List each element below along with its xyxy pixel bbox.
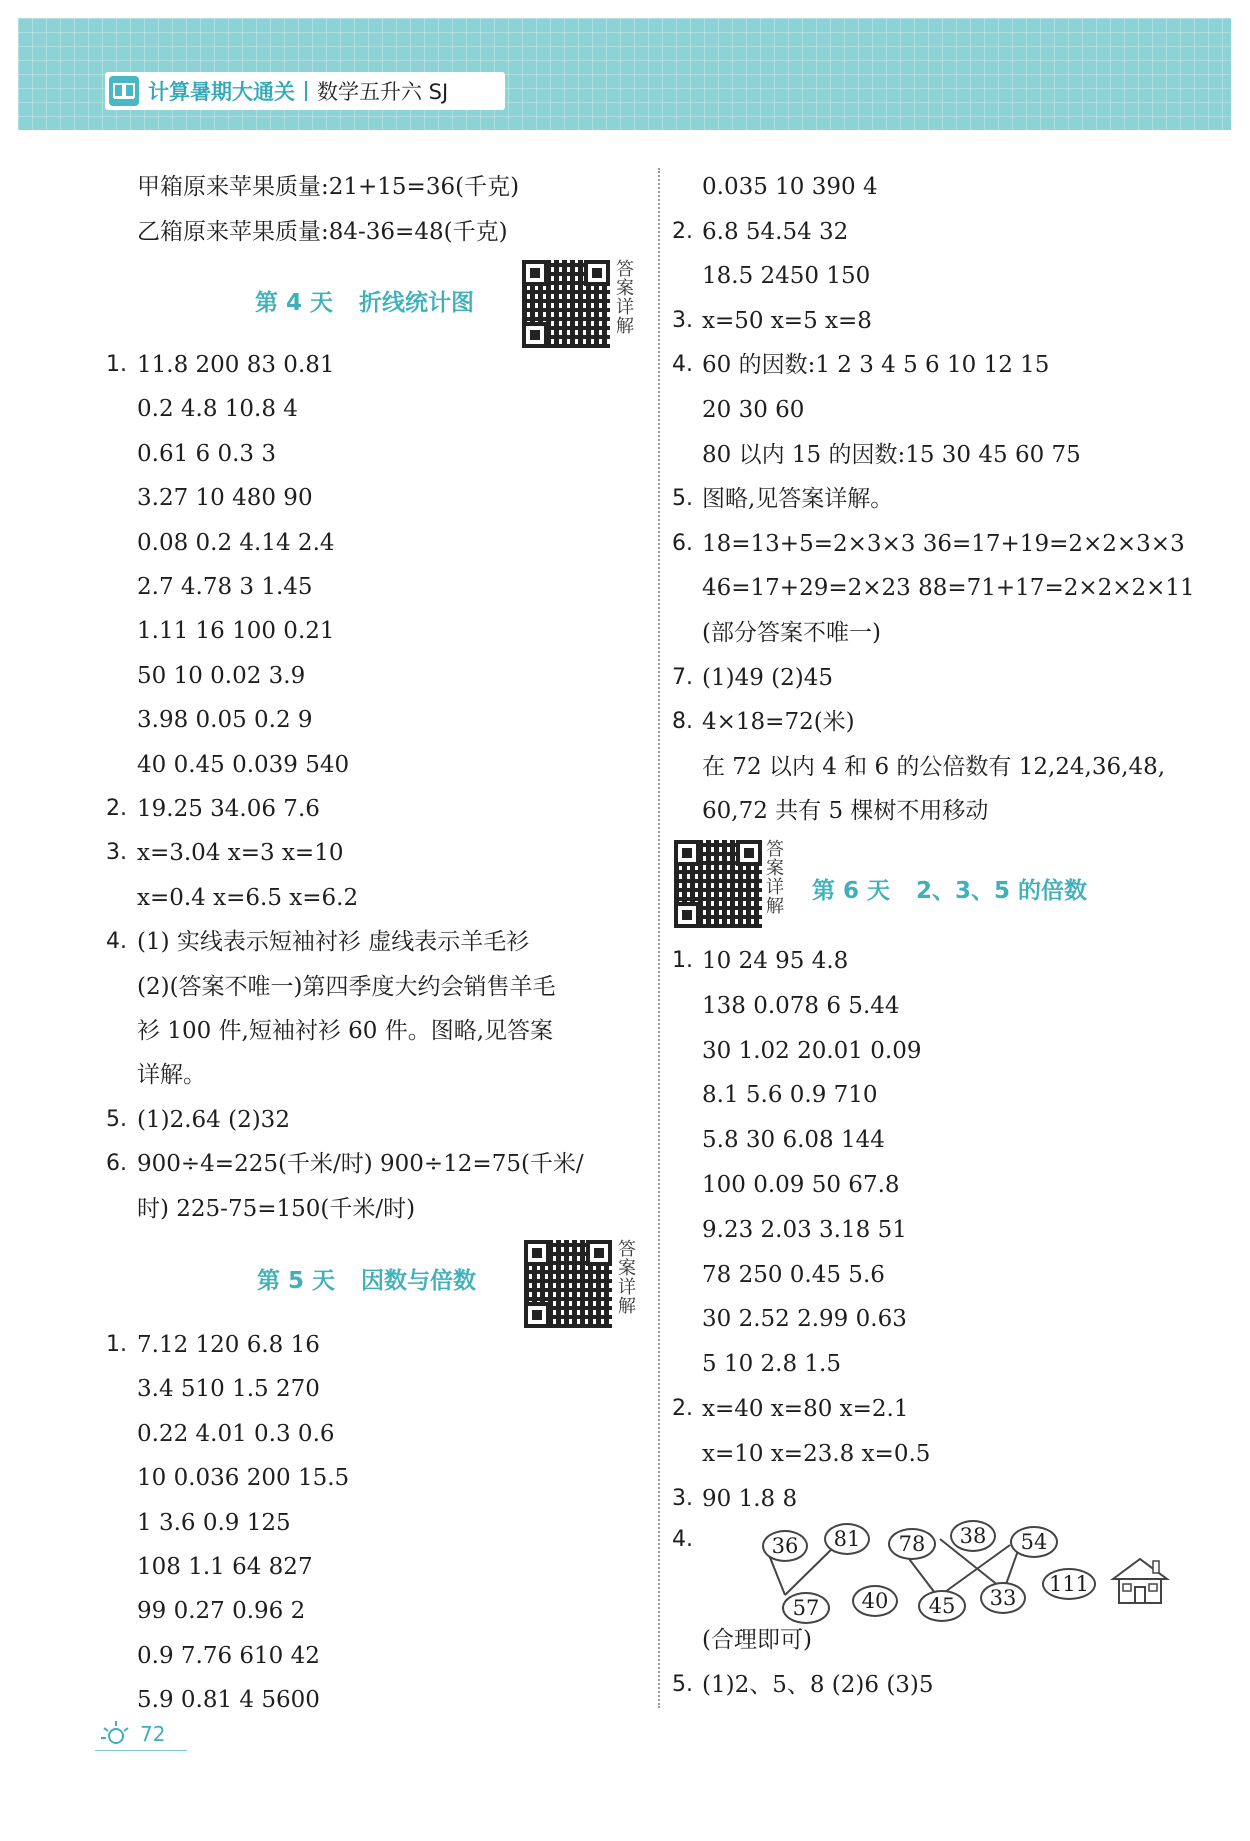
day5-cont-answer-line: (部分答案不唯一) bbox=[702, 620, 881, 646]
day6-answer-line: 10 24 95 4.8 bbox=[702, 948, 849, 974]
day5-answer-line: 108 1.1 64 827 bbox=[137, 1554, 313, 1580]
day6-q5-number: 5. bbox=[672, 1672, 693, 1697]
day5-cont-answer-line: 80 以内 15 的因数:15 30 45 60 75 bbox=[702, 441, 1081, 468]
day6-answer-line: 9.23 2.03 3.18 51 bbox=[702, 1216, 907, 1243]
day4-title bbox=[255, 284, 474, 317]
day5-cont-answer-line: 4×18=72(米) bbox=[702, 709, 855, 736]
tree-node-bottom: 33 bbox=[980, 1582, 1026, 1614]
day5-answer-line: 0.9 7.76 610 42 bbox=[137, 1642, 320, 1669]
qr-label-day5: 答案详解 bbox=[618, 1239, 636, 1317]
day4-answer-line: 1.11 16 100 0.21 bbox=[137, 618, 335, 645]
day4-answer-line: 0.08 0.2 4.14 2.4 bbox=[137, 529, 335, 556]
day4-question-number: 4. bbox=[106, 929, 127, 955]
day4-answer-line: x=3.04 x=3 x=10 bbox=[137, 840, 344, 867]
tree-node-top: 54 bbox=[1010, 1526, 1058, 1558]
day4-answer-line: 40 0.45 0.039 540 bbox=[137, 751, 350, 778]
day4-answer-line: 900÷4=225(千米/时) 900÷12=75(千米/ bbox=[137, 1151, 584, 1178]
day5-title-topic: 因数与倍数 bbox=[361, 1268, 477, 1294]
day6-title-day: 第 6 天 bbox=[812, 878, 891, 904]
day4-question-number: 1. bbox=[106, 352, 127, 377]
day6-answer-line: 8.1 5.6 0.9 710 bbox=[702, 1082, 878, 1109]
day5-cont-answer-line: 6.8 54.54 32 bbox=[702, 218, 849, 245]
day5-cont-question-number: 7. bbox=[672, 664, 693, 690]
day4-question-number: 2. bbox=[106, 796, 127, 821]
day5-cont-question-number: 8. bbox=[672, 709, 693, 735]
day5-cont-answer-line: x=50 x=5 x=8 bbox=[702, 307, 872, 334]
day5-cont-answer-line: 60 的因数:1 2 3 4 5 6 10 12 15 bbox=[702, 352, 1050, 379]
intro-answer-line: 乙箱原来苹果质量:84-36=48(千克) bbox=[137, 219, 508, 245]
day6-answer-line: 5.8 30 6.08 144 bbox=[702, 1127, 885, 1154]
day6-answer-line: 30 1.02 20.01 0.09 bbox=[702, 1037, 922, 1064]
day6-q4-note: (合理即可) bbox=[702, 1627, 812, 1653]
title-separator bbox=[305, 81, 307, 101]
day5-cont-question-number: 4. bbox=[672, 352, 693, 378]
qr-label-day6: 答案详解 bbox=[766, 839, 784, 917]
day6-question-number: 1. bbox=[672, 948, 693, 973]
day4-question-number: 6. bbox=[106, 1151, 127, 1177]
day5-title-day: 第 5 天 bbox=[257, 1268, 336, 1294]
day5-cont-question-number: 3. bbox=[672, 307, 693, 333]
day6-answer-line: x=40 x=80 x=2.1 bbox=[702, 1396, 909, 1422]
day5-answer-line: 5.9 0.81 4 5600 bbox=[137, 1687, 320, 1714]
day6-answer-line: 30 2.52 2.99 0.63 bbox=[702, 1306, 907, 1333]
day4-answer-line: (1) 实线表示短袖衬衫 虚线表示羊毛衫 bbox=[137, 929, 530, 956]
day6-q5-text: (1)2、5、8 (2)6 (3)5 bbox=[702, 1672, 934, 1698]
tree-node-top: 38 bbox=[950, 1520, 996, 1552]
day4-answer-line: 3.98 0.05 0.2 9 bbox=[137, 707, 313, 734]
day4-answer-line: x=0.4 x=6.5 x=6.2 bbox=[137, 884, 359, 911]
day4-question-number: 3. bbox=[106, 840, 127, 866]
house-icon bbox=[1105, 1555, 1175, 1607]
day6-question-number: 3. bbox=[672, 1485, 693, 1511]
day4-answer-line: (2)(答案不唯一)第四季度大约会销售羊毛 bbox=[137, 973, 556, 1000]
day5-cont-question-number: 2. bbox=[672, 218, 693, 244]
day4-answer-line: 19.25 34.06 7.6 bbox=[137, 796, 320, 822]
column-divider bbox=[658, 168, 660, 1708]
day4-title-topic: 折线统计图 bbox=[359, 290, 475, 316]
day5-answer-line: 7.12 120 6.8 16 bbox=[137, 1332, 320, 1358]
day5-cont-answer-line: 60,72 共有 5 棵树不用移动 bbox=[702, 798, 989, 825]
day5-cont-answer-line: (1)49 (2)45 bbox=[702, 664, 834, 691]
day5-cont-answer-line: 0.035 10 390 4 bbox=[702, 174, 878, 200]
tree-node-bottom: 40 bbox=[852, 1585, 898, 1617]
day6-title bbox=[812, 872, 1087, 905]
day4-answer-line: 0.61 6 0.3 3 bbox=[137, 440, 276, 467]
day5-cont-question-number: 5. bbox=[672, 486, 693, 512]
day5-cont-answer-line: 18.5 2450 150 bbox=[702, 263, 871, 290]
day6-answer-line: 138 0.078 6 5.44 bbox=[702, 992, 900, 1019]
day4-answer-line: 50 10 0.02 3.9 bbox=[137, 662, 306, 689]
day5-answer-line: 3.4 510 1.5 270 bbox=[137, 1376, 320, 1403]
page-number: 72 bbox=[140, 1722, 166, 1746]
header-title-box bbox=[105, 72, 505, 110]
day4-answer-line: 衫 100 件,短袖衬衫 60 件。图略,见答案 bbox=[137, 1018, 554, 1044]
day4-answer-line: 3.27 10 480 90 bbox=[137, 485, 313, 512]
sun-icon bbox=[100, 1718, 136, 1748]
footer-rule bbox=[95, 1750, 187, 1751]
day4-answer-line: 详解。 bbox=[137, 1062, 206, 1089]
day6-answer-line: 90 1.8 8 bbox=[702, 1485, 798, 1512]
day5-question-number: 1. bbox=[106, 1332, 127, 1357]
day5-cont-answer-line: 在 72 以内 4 和 6 的公倍数有 12,24,36,48, bbox=[702, 753, 1166, 780]
tree-node-bottom: 111 bbox=[1042, 1568, 1096, 1600]
day5-answer-line: 99 0.27 0.96 2 bbox=[137, 1598, 306, 1625]
day6-answer-line: 78 250 0.45 5.6 bbox=[702, 1261, 885, 1288]
day4-answer-line: 0.2 4.8 10.8 4 bbox=[137, 396, 298, 423]
tree-node-top: 78 bbox=[888, 1528, 936, 1560]
day5-title bbox=[257, 1262, 476, 1295]
day4-answer-line: 时) 225-75=150(千米/时) bbox=[137, 1195, 416, 1222]
tree-node-bottom: 45 bbox=[918, 1590, 966, 1622]
day4-answer-line: 11.8 200 83 0.81 bbox=[137, 352, 335, 378]
book-subtitle: 数学五升六 SJ bbox=[317, 80, 449, 104]
day4-answer-line: (1)2.64 (2)32 bbox=[137, 1106, 290, 1133]
day5-cont-answer-line: 46=17+29=2×23 88=71+17=2×2×2×11 bbox=[702, 575, 1195, 602]
qr-code-day4[interactable] bbox=[520, 258, 612, 350]
tree-node-top: 81 bbox=[824, 1523, 870, 1555]
day6-answer-line: 100 0.09 50 67.8 bbox=[702, 1172, 900, 1198]
day6-question-number: 2. bbox=[672, 1396, 693, 1421]
qr-code-day6[interactable] bbox=[672, 838, 764, 930]
day4-title-day: 第 4 天 bbox=[255, 290, 334, 316]
day5-cont-question-number: 6. bbox=[672, 530, 693, 556]
day6-title-topic: 2、3、5 的倍数 bbox=[916, 878, 1088, 904]
qr-label-day4: 答案详解 bbox=[616, 259, 634, 337]
intro-answer-line: 甲箱原来苹果质量:21+15=36(千克) bbox=[137, 174, 520, 200]
day6-q4-number: 4. bbox=[672, 1527, 693, 1552]
day5-answer-line: 1 3.6 0.9 125 bbox=[137, 1509, 291, 1536]
book-icon bbox=[109, 76, 139, 106]
day6-answer-line: 5 10 2.8 1.5 bbox=[702, 1351, 841, 1378]
day5-answer-line: 0.22 4.01 0.3 0.6 bbox=[137, 1420, 335, 1447]
tree-node-top: 36 bbox=[762, 1530, 808, 1562]
day5-cont-answer-line: 20 30 60 bbox=[702, 397, 805, 423]
series-title: 计算暑期大通关 bbox=[148, 80, 295, 104]
day5-cont-answer-line: 18=13+5=2×3×3 36=17+19=2×2×3×3 bbox=[702, 530, 1185, 557]
qr-code-day5[interactable] bbox=[522, 1238, 614, 1330]
tree-node-bottom: 57 bbox=[782, 1592, 830, 1624]
day4-question-number: 5. bbox=[106, 1106, 127, 1132]
day4-answer-line: 2.7 4.78 3 1.45 bbox=[137, 574, 313, 600]
day5-cont-answer-line: 图略,见答案详解。 bbox=[702, 486, 894, 513]
day6-answer-line: x=10 x=23.8 x=0.5 bbox=[702, 1440, 931, 1467]
day5-answer-line: 10 0.036 200 15.5 bbox=[137, 1465, 350, 1492]
